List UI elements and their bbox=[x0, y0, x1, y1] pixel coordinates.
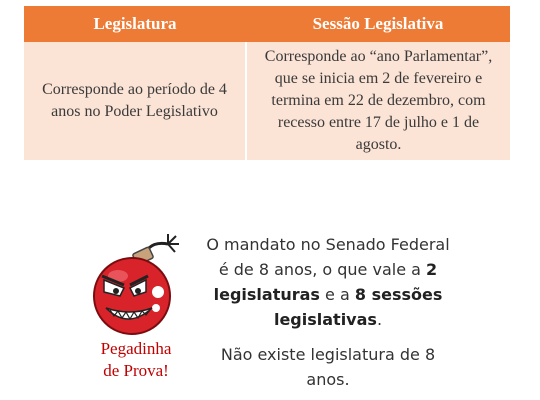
cell-sessao-definition: Corresponde ao “ano Parlamentar”, que se inicia em 2 de fevereiro e termina em 22 de dezembro, com recesso entre 17 de julho e 1 de agosto. bbox=[246, 42, 510, 160]
tip-paragraph-senate-term bbox=[200, 232, 456, 332]
gotcha-caption bbox=[86, 338, 186, 382]
caption-line-2: de Prova! bbox=[103, 361, 169, 380]
legislature-comparison-table bbox=[24, 6, 510, 160]
header-sessao-legislativa: Sessão Legislativa bbox=[246, 6, 510, 42]
tip-text: O mandato no Senado Federal é de 8 anos, o que vale a bbox=[206, 235, 450, 279]
table-header-row bbox=[24, 6, 510, 42]
table-row bbox=[24, 42, 510, 160]
tip-text: . bbox=[376, 310, 383, 329]
angry-bomb-icon bbox=[84, 232, 184, 342]
caption-line-1: Pegadinha bbox=[100, 339, 172, 358]
cell-legislatura-definition: Corresponde ao período de 4 anos no Poder Legislativo bbox=[24, 42, 246, 160]
tip-text: e a bbox=[319, 285, 355, 304]
tip-bold-sessoes: 8 sessões legislativas bbox=[273, 285, 443, 329]
tip-bold-legislaturas: 2 legislaturas bbox=[213, 260, 438, 304]
header-legislatura: Legislatura bbox=[24, 6, 246, 42]
gotcha-explanation bbox=[200, 232, 456, 392]
tip-paragraph-no-8-year-legislature: Não existe legislatura de 8 anos. bbox=[220, 345, 436, 389]
